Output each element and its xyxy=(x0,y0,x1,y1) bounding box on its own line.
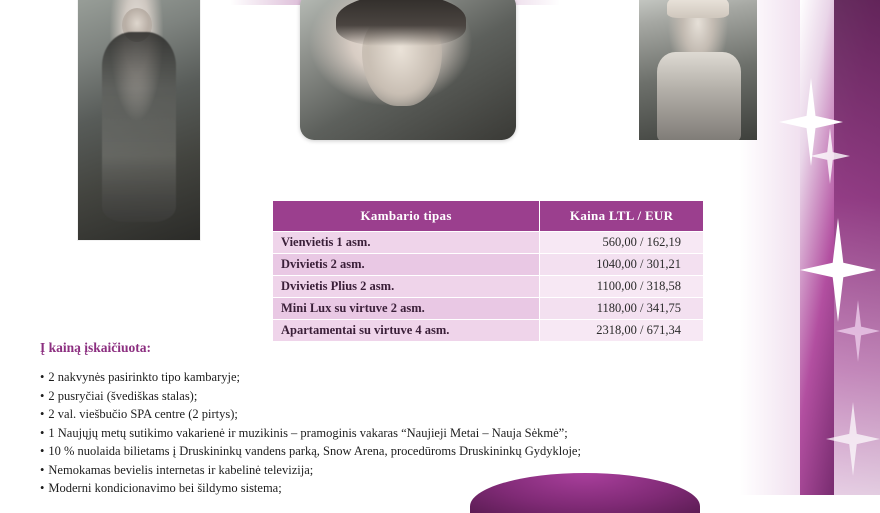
cell-price: 560,00 / 162,19 xyxy=(540,232,704,254)
list-item xyxy=(40,368,840,387)
bullet-icon: • xyxy=(40,462,45,477)
cell-room-type: Apartamentai su virtuve 4 asm. xyxy=(273,320,540,342)
table-header-row xyxy=(273,201,704,232)
list-item-label: 10 % nuolaida bilietams į Druskininkų vandens parką, Snow Arena, procedūroms Druskininkų Gydykloje; xyxy=(48,444,581,458)
included-items-list xyxy=(40,368,840,498)
table-row xyxy=(273,276,704,298)
column-header-price: Kaina LTL / EUR xyxy=(540,201,704,232)
column-header-room-type: Kambario tipas xyxy=(273,201,540,232)
list-item-label: 2 val. viešbučio SPA centre (2 pirtys); xyxy=(48,407,238,421)
table-row xyxy=(273,254,704,276)
price-table xyxy=(272,200,704,342)
bullet-icon: • xyxy=(40,481,45,495)
bullet-icon: • xyxy=(40,407,45,421)
price-table-head xyxy=(273,201,704,232)
list-item-label: 1 Naujųjų metų sutikimo vakarienė ir muzikinis – pramoginis vakaras “Naujieji Metai – Nauja Sėkmė”; xyxy=(48,425,568,440)
table-row xyxy=(273,298,704,320)
table-row xyxy=(273,320,704,342)
list-item-label: Moderni kondicionavimo bei šildymo sistema; xyxy=(48,481,282,495)
list-item xyxy=(40,405,840,424)
cell-room-type: Dvivietis Plius 2 asm. xyxy=(273,276,540,298)
list-item-label: 2 nakvynės pasirinkto tipo kambaryje; xyxy=(48,370,241,384)
price-table-body xyxy=(273,232,704,342)
bullet-icon: • xyxy=(40,444,45,458)
cell-price: 1100,00 / 318,58 xyxy=(540,276,704,298)
list-item xyxy=(40,442,840,461)
table-row xyxy=(273,232,704,254)
list-item-label: Nemokamas bevielis internetas ir kabelinė televizija; xyxy=(48,462,314,477)
cell-price: 1040,00 / 301,21 xyxy=(540,254,704,276)
man-in-hat-photo xyxy=(639,0,757,140)
bullet-icon: • xyxy=(40,388,45,403)
cell-room-type: Dvivietis 2 asm. xyxy=(273,254,540,276)
cell-price: 2318,00 / 671,34 xyxy=(540,320,704,342)
list-item xyxy=(40,461,840,480)
list-item xyxy=(40,387,840,406)
list-item-label: 2 pusryčiai (švediškas stalas); xyxy=(48,388,198,403)
woman-portrait-photo xyxy=(300,0,516,140)
cell-price: 1180,00 / 341,75 xyxy=(540,298,704,320)
bullet-icon: • xyxy=(40,425,45,440)
bullet-icon: • xyxy=(40,370,45,384)
cell-room-type: Vienvietis 1 asm. xyxy=(273,232,540,254)
woman-in-long-dress-photo xyxy=(78,0,200,240)
included-section-title: Į kainą įskaičiuota: xyxy=(40,340,152,355)
list-item xyxy=(40,424,840,443)
cell-room-type: Mini Lux su virtuve 2 asm. xyxy=(273,298,540,320)
